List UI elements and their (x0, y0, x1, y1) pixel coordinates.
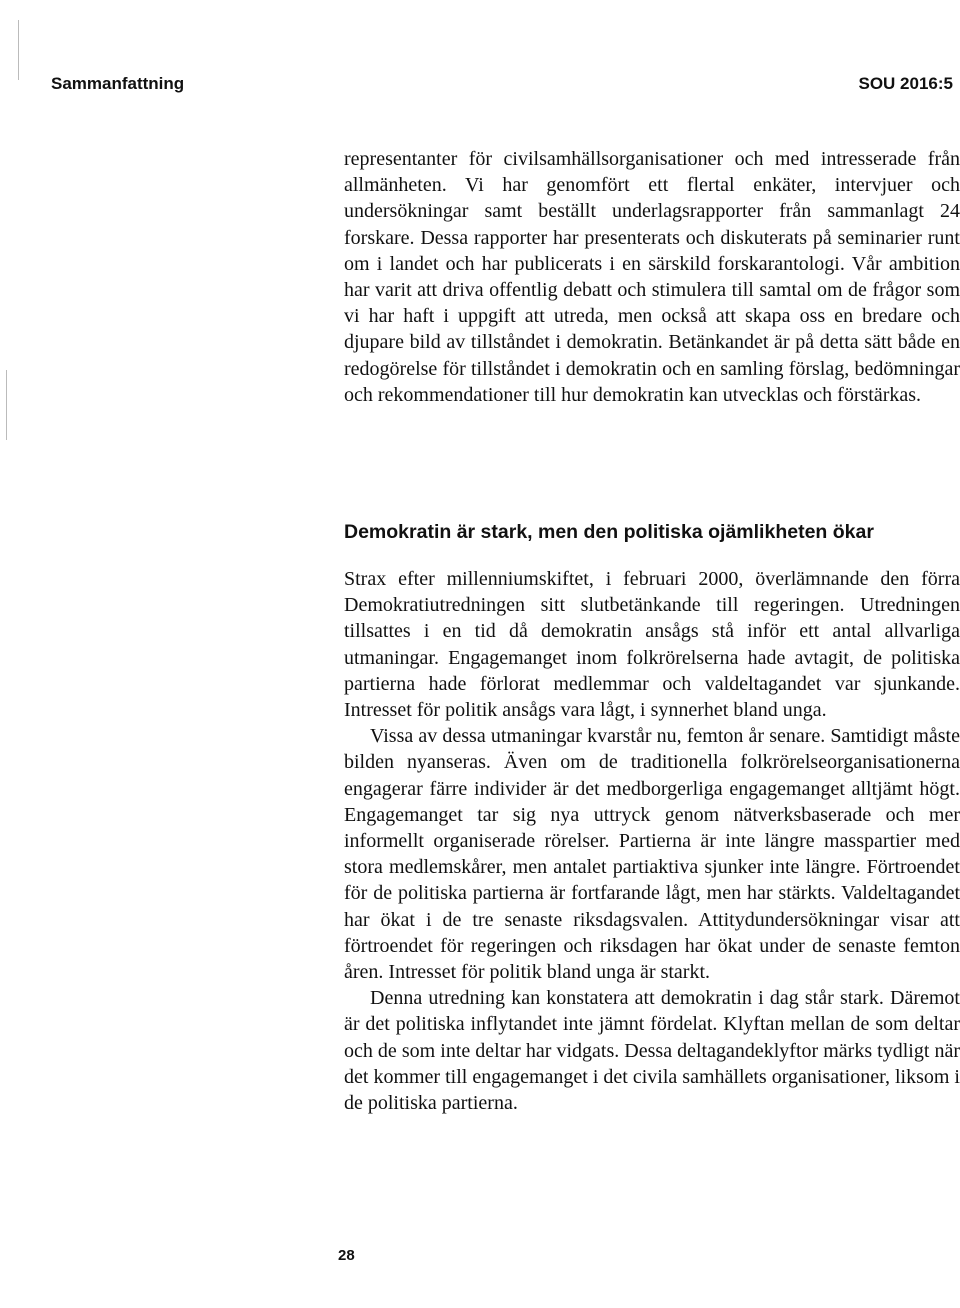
scan-edge-mark (18, 20, 19, 80)
running-head-report-id: SOU 2016:5 (858, 74, 953, 93)
section-heading: Demokratin är stark, men den politiska ojämlikheten ökar (344, 521, 874, 543)
intro-paragraph: representanter för civilsamhällsorganisationer och med intresserade från allmänheten. Vi har genomfört ett flertal enkäter, intervjuer och undersökningar samt beställt underlagsrapporter från sammanlagt 24 forskare. Dessa rapporter har presenterats och diskuterats på seminarier runt om i landet och har publicerats i en särskild forskarantologi. Vår ambition har varit att driva offentlig debatt och stimulera till samtal om de frågor som vi har haft i uppgift att utreda, men också att skapa oss en bredare och djupare bild av tillståndet i demokratin. Betänkandet är på detta sätt både en redogörelse för tillståndet i demokratin och en samling förslag, bedömningar och rekommendationer till hur demokratin kan utvecklas och förstärkas. (344, 148, 960, 406)
running-head-section: Sammanfattning (51, 74, 185, 93)
scan-edge-mark (6, 370, 7, 440)
running-head (0, 74, 960, 102)
section-paragraph-3: Denna utredning kan konstatera att demokratin i dag står stark. Däremot är det politiska inflytandet inte jämnt fördelat. Klyftan mellan de som deltar och de som inte deltar har vidgats. Dessa deltagandeklyftor märks tydligt när det kommer till engagemanget i det civila samhällets organisationer, liksom i de politiska partierna. (344, 987, 960, 1115)
page-number: 28 (338, 1247, 355, 1264)
section-paragraph-2: Vissa av dessa utmaningar kvarstår nu, femton år senare. Samtidigt måste bilden nyanseras. Även om de traditionella folkrörelseorganisationerna engagerar färre individer är det medborgerliga engagemanget alltjämt högt. Engagemanget tar sig nya uttryck genom nätverksbaserade och mer informellt organiserade rörelser. Partierna är inte längre masspartier med stora medlemskårer, men antalet partiaktiva sjunker inte längre. Förtroendet för de politiska partierna är fortfarande lågt, men har stärkts. Valdeltagandet har ökat i de tre senaste riksdagsvalen. Attitydundersökningar visar att förtroendet för regeringen och riksdagen har ökat under de senaste femton åren. Intresset för politik bland unga är starkt. (344, 725, 960, 984)
section-paragraph-1: Strax efter millenniumskiftet, i februari 2000, överlämnande den förra Demokratiutredningen sitt slutbetänkande till regeringen. Utredningen tillsattes i en tid då demokratin ansågs stå inför ett antal allvarliga utmaningar. Engagemanget inom folkrörelserna hade avtagit, de politiska partierna hade förlorat medlemmar och valdeltagandet var sjunkande. Intresset för politik ansågs vara lågt, i synnerhet bland unga. (344, 568, 960, 722)
section-text-block (344, 566, 960, 1116)
intro-text-block (344, 146, 960, 408)
